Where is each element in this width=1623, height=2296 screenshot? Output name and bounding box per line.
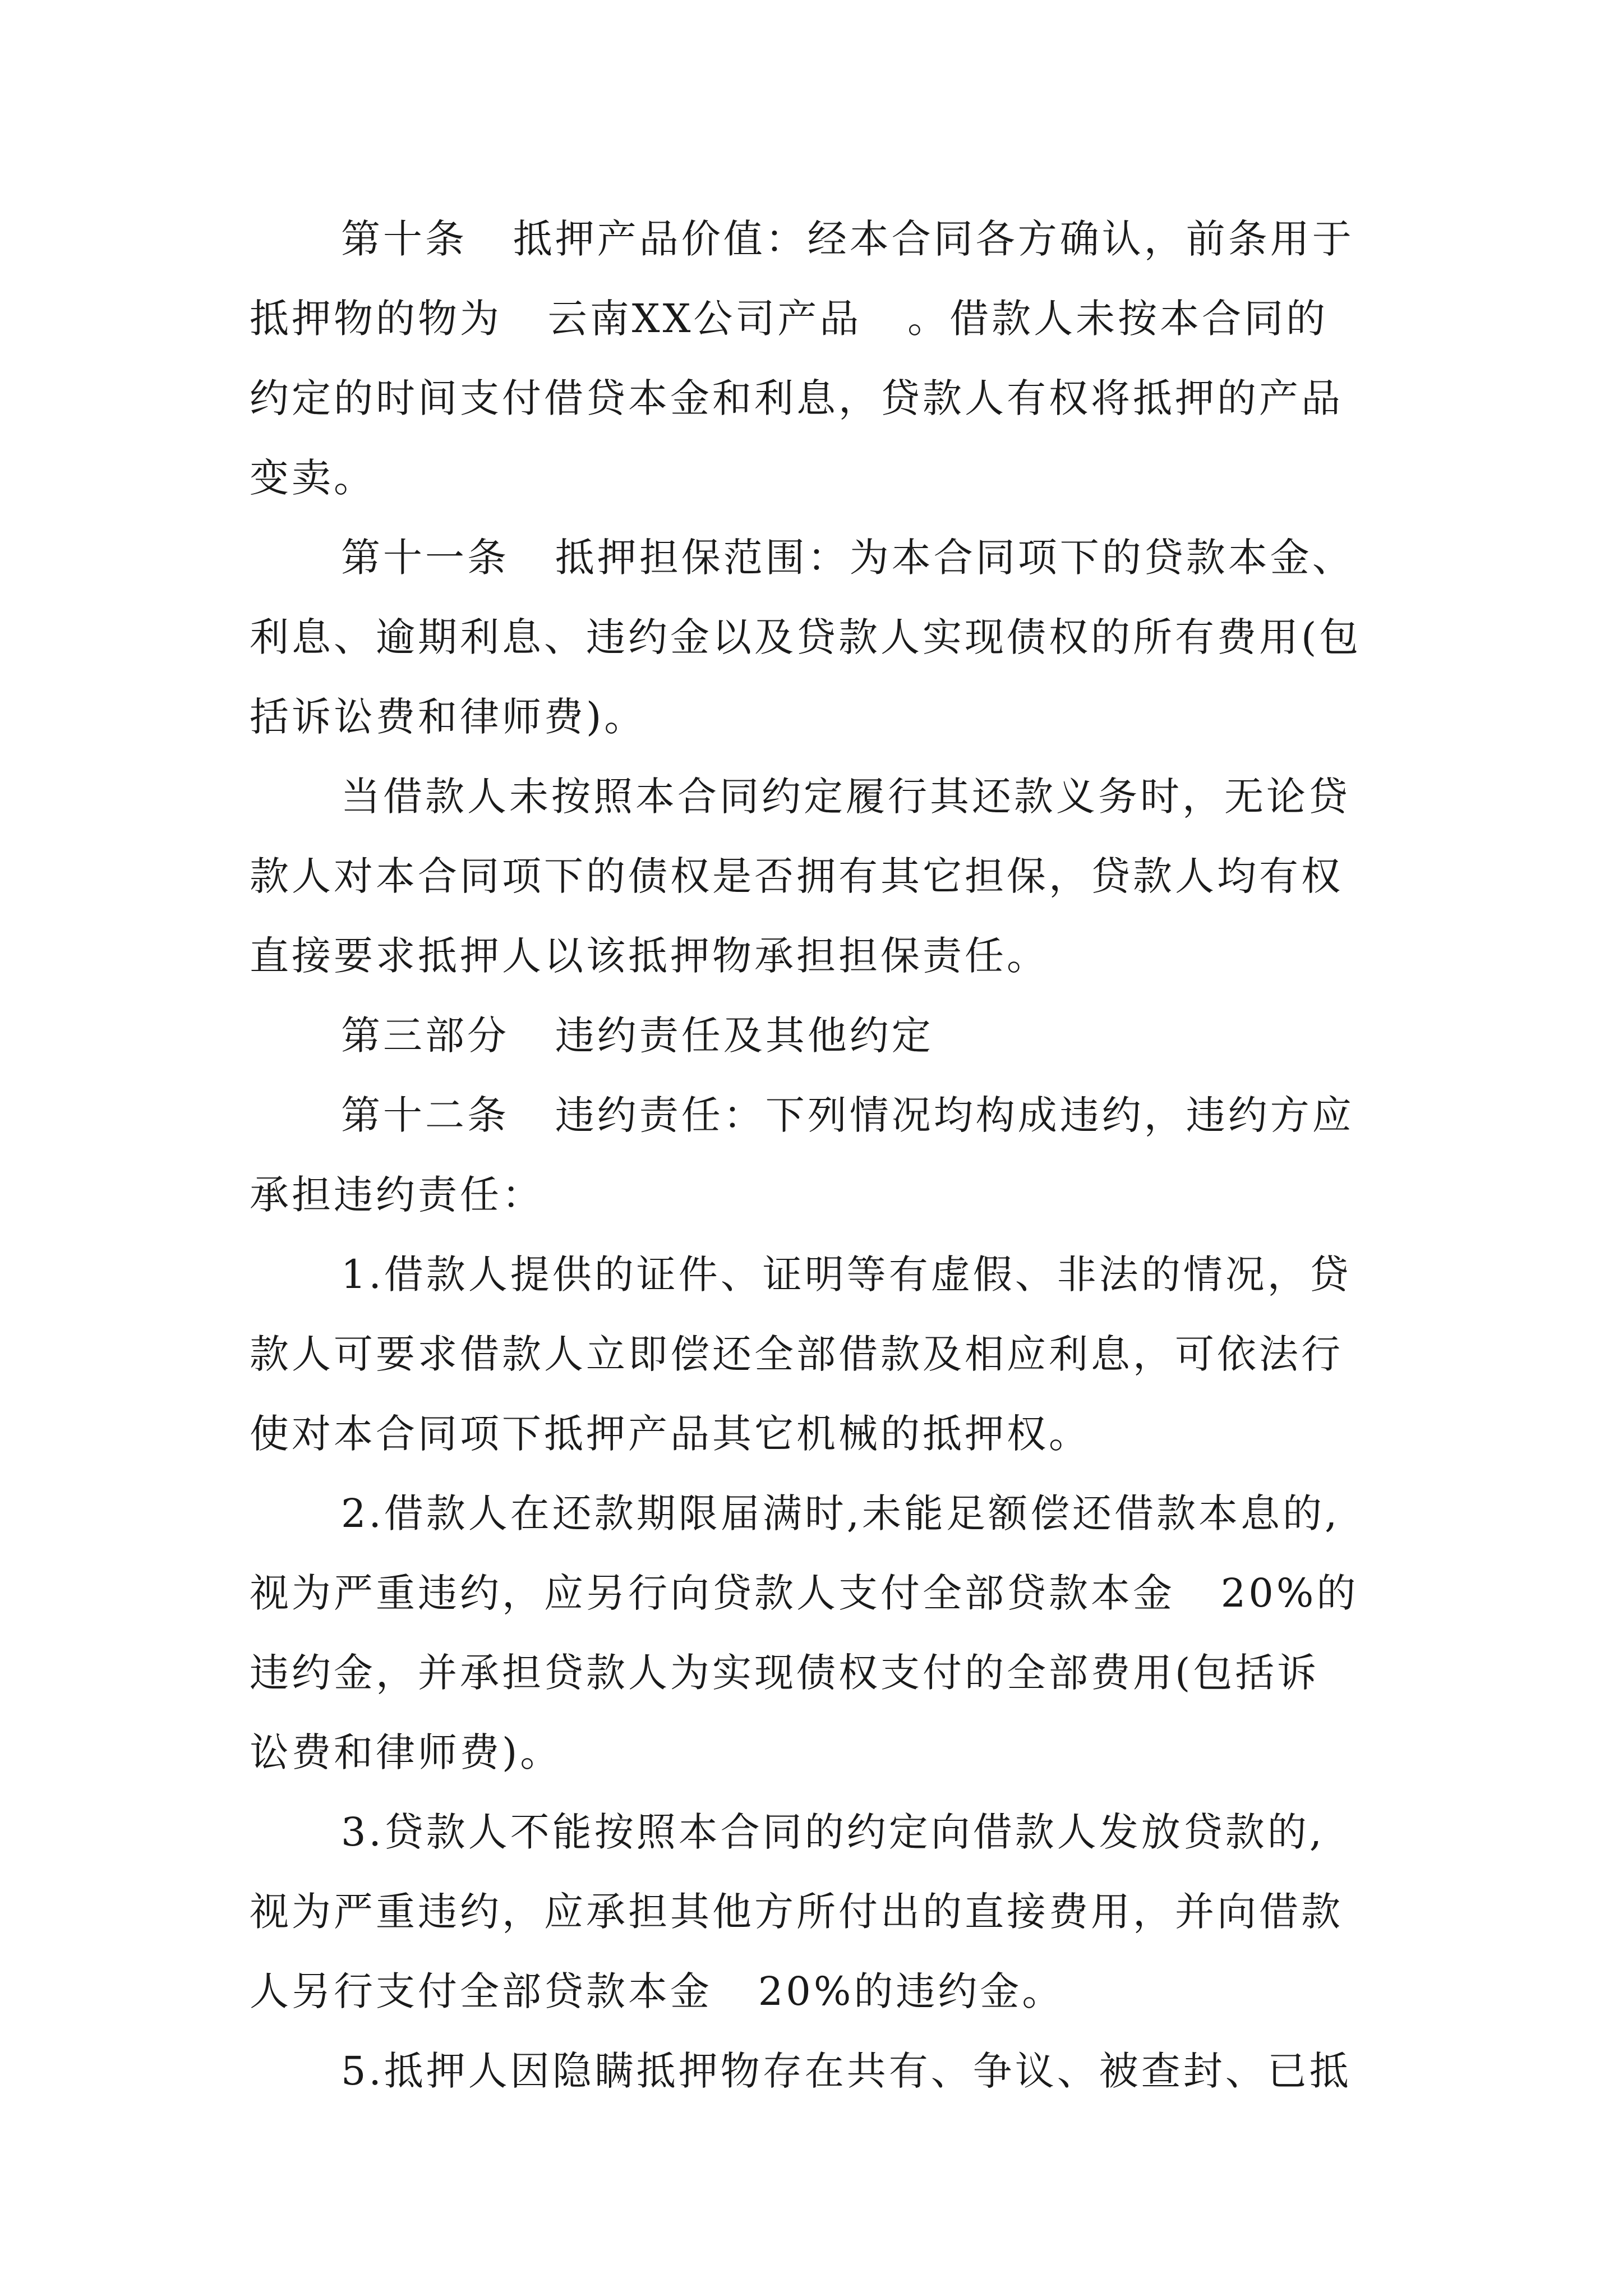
text-line: 抵押物的物为 云南XX公司产品 。借款人未按本合同的: [250, 296, 1329, 342]
article-10-heading-line: 第十条 抵押产品价值：经本合同各方确认，前条用于: [341, 216, 1354, 262]
text-line: 视为严重违约，应承担其他方所付出的直接费用，并向借款: [250, 1889, 1343, 1935]
clause-3-first-line: 3.贷款人不能按照本合同的约定向借款人发放贷款的,: [341, 1809, 1325, 1855]
text-line: 视为严重违约，应另行向贷款人支付全部贷款本金 20%的: [250, 1570, 1359, 1616]
text-line: 人另行支付全部贷款本金 20%的违约金。: [250, 1968, 1064, 2014]
text-line: 利息、逾期利息、违约金以及贷款人实现债权的所有费用(包: [250, 614, 1362, 660]
text-line: 变卖。: [250, 455, 376, 501]
text-line: 承担违约责任：: [250, 1172, 544, 1218]
paragraph-first-line: 当借款人未按照本合同约定履行其还款义务时，无论贷: [341, 774, 1350, 820]
text-line: 款人可要求借款人立即偿还全部借款及相应利息，可依法行: [250, 1331, 1343, 1377]
clause-2-first-line: 2.借款人在还款期限届满时,未能足额偿还借款本息的,: [341, 1490, 1340, 1536]
text-line: 直接要求抵押人以该抵押物承担担保责任。: [250, 933, 1049, 979]
article-11-heading-line: 第十一条 抵押担保范围：为本合同项下的贷款本金、: [341, 535, 1354, 581]
article-12-heading-line: 第十二条 违约责任：下列情况均构成违约，违约方应: [341, 1092, 1354, 1138]
text-line: 括诉讼费和律师费)。: [250, 694, 647, 740]
clause-1-first-line: 1.借款人提供的证件、证明等有虚假、非法的情况，贷: [341, 1251, 1352, 1297]
text-line: 使对本合同项下抵押产品其它机械的抵押权。: [250, 1411, 1091, 1457]
text-line: 约定的时间支付借贷本金和利息，贷款人有权将抵押的产品: [250, 375, 1343, 421]
text-line: 讼费和律师费)。: [250, 1729, 562, 1775]
clause-5-first-line: 5.抵押人因隐瞒抵押物存在共有、争议、被查封、已抵: [341, 2048, 1352, 2094]
part-3-heading: 第三部分 违约责任及其他约定: [341, 1013, 934, 1059]
text-line: 违约金，并承担贷款人为实现债权支付的全部费用(包括诉: [250, 1650, 1320, 1696]
text-line: 款人对本合同项下的债权是否拥有其它担保，贷款人均有权: [250, 853, 1343, 899]
